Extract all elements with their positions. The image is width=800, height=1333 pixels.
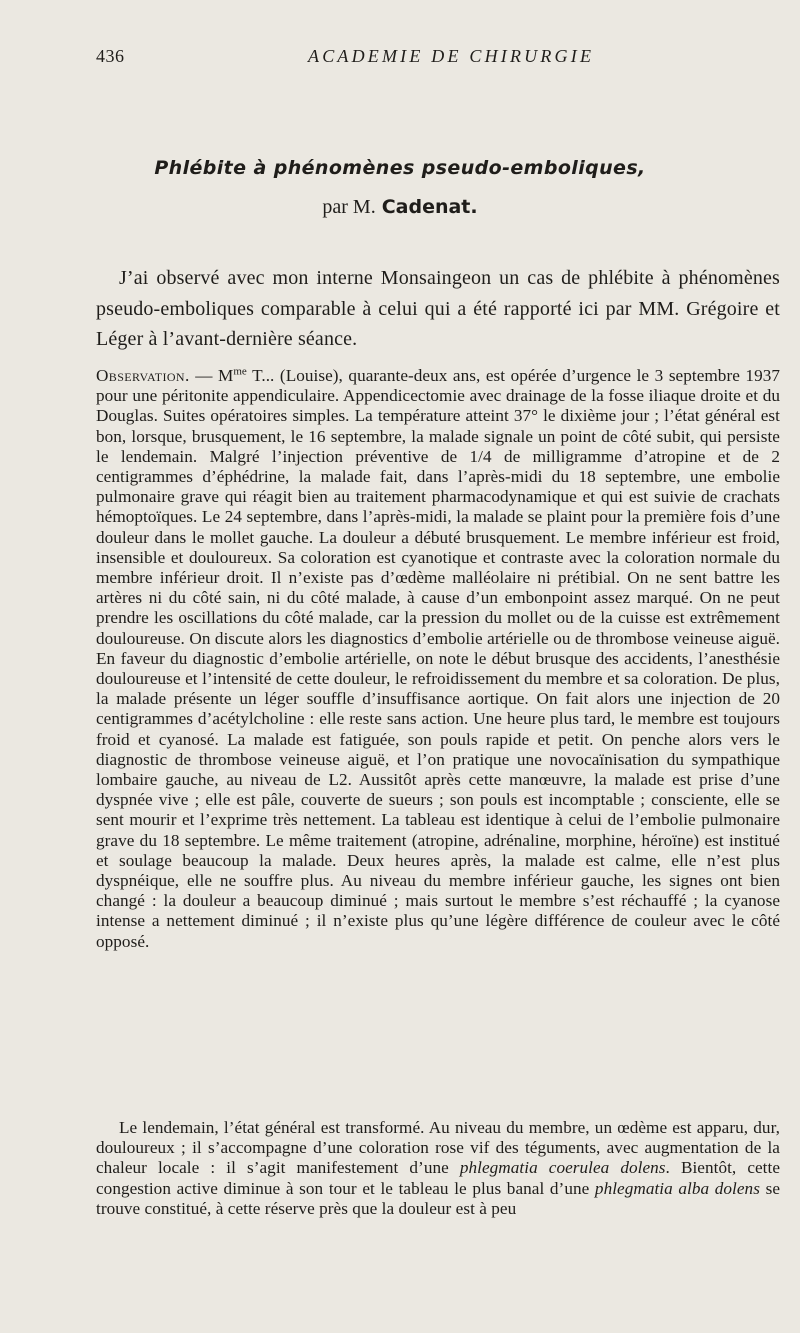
continuation-paragraph <box>96 1118 780 1219</box>
introductory-paragraph: J’ai observé avec mon interne Monsaingeon un cas de phlébite à phénomènes pseudo-emboliques comparable à celui qui a été rapporté ici par MM. Grégoire et Léger à l’avant-dernière séance. <box>96 267 780 350</box>
page-number: 436 <box>96 46 125 66</box>
continuation-text-start: Le lendemain, l’état général est transformé. Au niveau du membre, un œdème est apparu, dur, douloureux ; il s’accompagne d’une coloration rose vif des téguments, avec augmentation de la chaleur locale : il s’agit manifestement d’une <box>96 1118 780 1178</box>
continuation-text-end: se trouve constitué, à cette réserve près que la douleur est à peu <box>96 1178 780 1218</box>
running-header <box>96 46 780 72</box>
medical-term-phlegmatia-coerulea: phlegmatia coerulea dolens <box>459 1158 666 1178</box>
patient-title-suffix: me <box>233 365 247 378</box>
article-title: Phlébite à phénomènes pseudo-emboliques, <box>154 156 646 179</box>
article-byline <box>0 196 800 219</box>
observation-label: Observation. <box>96 366 190 385</box>
byline-prefix: par M. <box>322 196 376 218</box>
medical-term-phlegmatia-alba: phlegmatia alba dolens <box>594 1178 760 1198</box>
author-name: Cadenat. <box>381 196 478 218</box>
continuation-text-middle: . Bientôt, cette congestion active diminue à son tour et le tableau le plus banal d’une <box>96 1158 781 1198</box>
observation-text: T... (Louise), quarante-deux ans, est opérée d’urgence le 3 septembre 1937 pour une péritonite appendiculaire. Appendicectomie avec drainage de la fosse iliaque droite et du Douglas. Suites opératoires simples. La température atteint 37° le dixième jour ; l’état général est bon, lorsque, brusquement, le 16 septembre, la malade signale un point de côté subit, qui persiste le lendemain. Malgré l’injection préventive de 1/4 de milligramme d’atropine et de 2 centigrammes d’éphédrine, la malade fait, dans l’après-midi du 18 septembre, une embolie pulmonaire grave qui réagit bien au traitement pharmacodynamique et qui est suivie de crachats hémoptoïques. Le 24 septembre, dans l’après-midi, la malade se plaint pour la première fois d’une douleur dans le mollet gauche. La douleur a débuté brusquement. Le membre inférieur est froid, insensible et douloureux. Sa coloration est cyanotique et contraste avec la coloration normale du membre inférieur droit. Il n’existe pas d’œdème malléolaire ni prétibial. On ne sent battre les artères ni du côté sain, ni du côté malade, à cause d’un embonpoint assez marqué. On ne peut prendre les oscillations du côté malade, car la pression du mollet ou de la cuisse est extrêmement douloureuse. On discute alors les diagnostics d’embolie artérielle ou de thrombose veineuse aiguë. En faveur du diagnostic d’embolie artérielle, on note le début brusque des accidents, l’anesthésie douloureuse et l’intensité de cette douleur, le refroidissement du membre et sa coloration. De plus, la malade présente un léger souffle d’insuffisance aortique. On fait alors une injection de 20 centigrammes d’acétylcholine : elle reste sans action. Une heure plus tard, le membre est toujours froid et cyanosé. La malade est fatiguée, son pouls rapide et petit. On penche alors vers le diagnostic de thrombose veineuse aiguë, et l’on pratique une novocaïnisation du sympathique lombaire gauche, au niveau de L2. Aussitôt après cette manœuvre, la malade est prise d’une dyspnée vive ; elle est pâle, couverte de sueurs ; son pouls est incomptable ; consciente, elle se sent mourir et l’exprime très nettement. La tableau est identique à celui de l’embolie pulmonaire grave du 18 septembre. Le même traitement (atropine, adrénaline, morphine, héroïne) est institué et soulage beaucoup la malade. Deux heures après, la malade est calme, elle n’est plus dyspnéique, elle ne souffre plus. Au niveau du membre inférieur gauche, les signes ont bien changé : la douleur a beaucoup diminué ; mais surtout le membre s’est réchauffé ; la cyanose intense a nettement diminué ; il n’existe plus qu’une légère différence de couleur avec le côté opposé. <box>96 366 780 951</box>
observation-dash: — <box>189 366 218 385</box>
running-title: ACADEMIE DE CHIRURGIE <box>308 46 595 66</box>
patient-title-prefix: M <box>217 366 234 385</box>
observation-paragraph <box>96 366 780 952</box>
